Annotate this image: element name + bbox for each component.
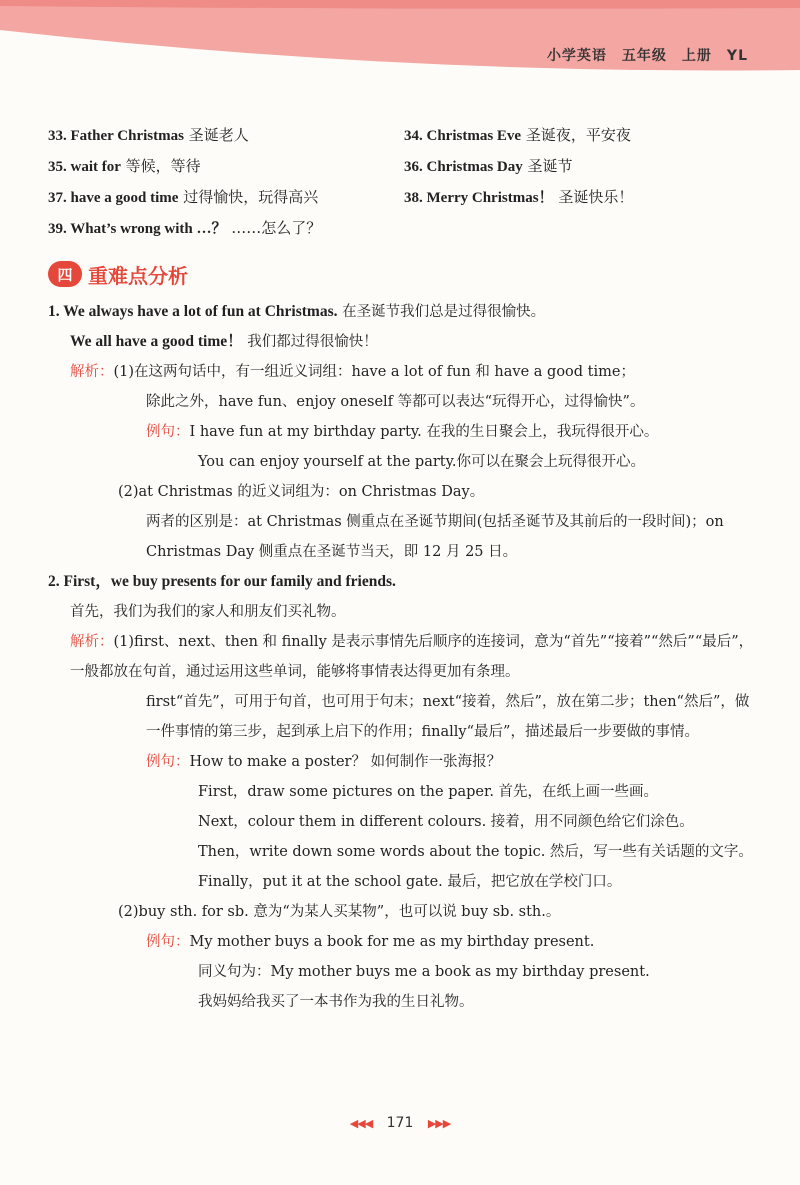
page-header <box>0 0 800 95</box>
analysis-content <box>48 297 760 1017</box>
vocab-item: 39. What’s wrong with …？ ……怎么了？ <box>48 219 322 237</box>
vocab-item: 35. wait for 等候，等待 <box>48 157 201 175</box>
vocab-item: 37. have a good time 过得愉快，玩得高兴 <box>48 188 319 206</box>
analysis-line: (2)buy sth. for sb. 意为“为某人买某物”，也可以说 buy sb. sth.。 <box>118 904 561 920</box>
arrow-left-icon: ◀◀◀ <box>349 1117 373 1130</box>
example-line: Then，write down some words about the topic. 然后，写一些有关话题的文字。 <box>198 844 753 860</box>
example-line: Next，colour them in different colours. 接着，用不同颜色给它们涂色。 <box>198 814 694 830</box>
analysis-line: (2)at Christmas 的近义词组为：on Christmas Day。 <box>118 484 485 500</box>
vocab-item: 38. Merry Christmas！ 圣诞快乐！ <box>404 188 634 206</box>
arrow-right-icon: ▶▶▶ <box>427 1117 451 1130</box>
book-title: 小学英语 五年级 上册 YL <box>546 48 748 64</box>
example-line: 例句：My mother buys a book for me as my birthday present. <box>146 934 595 950</box>
analysis-line: 解析：(1)first、next、then 和 finally 是表示事情先后顺序的连接词，意为“首先”“接着”“然后”“最后”，一般都放在句首，通过运用这些单词，能够将事情表达得更加有条理。 <box>70 634 754 680</box>
sentence: We all have a good time！ 我们都过得很愉快！ <box>70 333 378 350</box>
example-line: 例句：How to make a poster？ 如何制作一张海报？ <box>146 754 502 770</box>
analysis-line: 解析：(1)在这两句话中，有一组近义词组：have a lot of fun 和 have a good time； <box>70 364 635 380</box>
example-line: First，draw some pictures on the paper. 首先，在纸上画一些画。 <box>198 784 659 800</box>
vocab-item: 33. Father Christmas 圣诞老人 <box>48 126 249 144</box>
example-line: 同义句为：My mother buys me a book as my birthday present. <box>198 964 650 980</box>
example-line: 我妈妈给我买了一本书作为我的生日礼物。 <box>198 994 474 1010</box>
page-footer <box>0 1115 800 1131</box>
analysis-line: 除此之外，have fun、enjoy oneself 等都可以表达“玩得开心，过得愉快”。 <box>146 394 645 410</box>
analysis-line: 两者的区别是：at Christmas 侧重点在圣诞节期间(包括圣诞节及其前后的一段时间)；on Christmas Day 侧重点在圣诞节当天，即 12 月 25 日。 <box>146 514 724 560</box>
page-number: 171 <box>386 1115 414 1131</box>
vocab-list <box>48 120 768 244</box>
section-badge: 四 <box>48 261 82 287</box>
analysis-line: first“首先”，可用于句首，也可用于句末；next“接着，然后”，放在第二步；then“然后”，做一件事情的第三步，起到承上启下的作用；finally“最后”，描述最后一步要做的事情。 <box>146 694 750 740</box>
sentence: 1. We always have a lot of fun at Christmas. 在圣诞节我们总是过得很愉快。 <box>48 303 546 320</box>
section-heading <box>48 258 188 290</box>
vocab-item: 34. Christmas Eve 圣诞夜，平安夜 <box>404 126 631 144</box>
sentence: 2. First，we buy presents for our family and friends. <box>48 573 396 590</box>
section-title: 重难点分析 <box>88 263 188 288</box>
example-line: You can enjoy yourself at the party.你可以在聚会上玩得很开心。 <box>198 454 645 470</box>
vocab-item: 36. Christmas Day 圣诞节 <box>404 157 573 175</box>
example-line: 例句：I have fun at my birthday party. 在我的生日聚会上，我玩得很开心。 <box>146 424 659 440</box>
sentence-translation: 首先，我们为我们的家人和朋友们买礼物。 <box>70 604 346 620</box>
example-line: Finally，put it at the school gate. 最后，把它放在学校门口。 <box>198 874 622 890</box>
